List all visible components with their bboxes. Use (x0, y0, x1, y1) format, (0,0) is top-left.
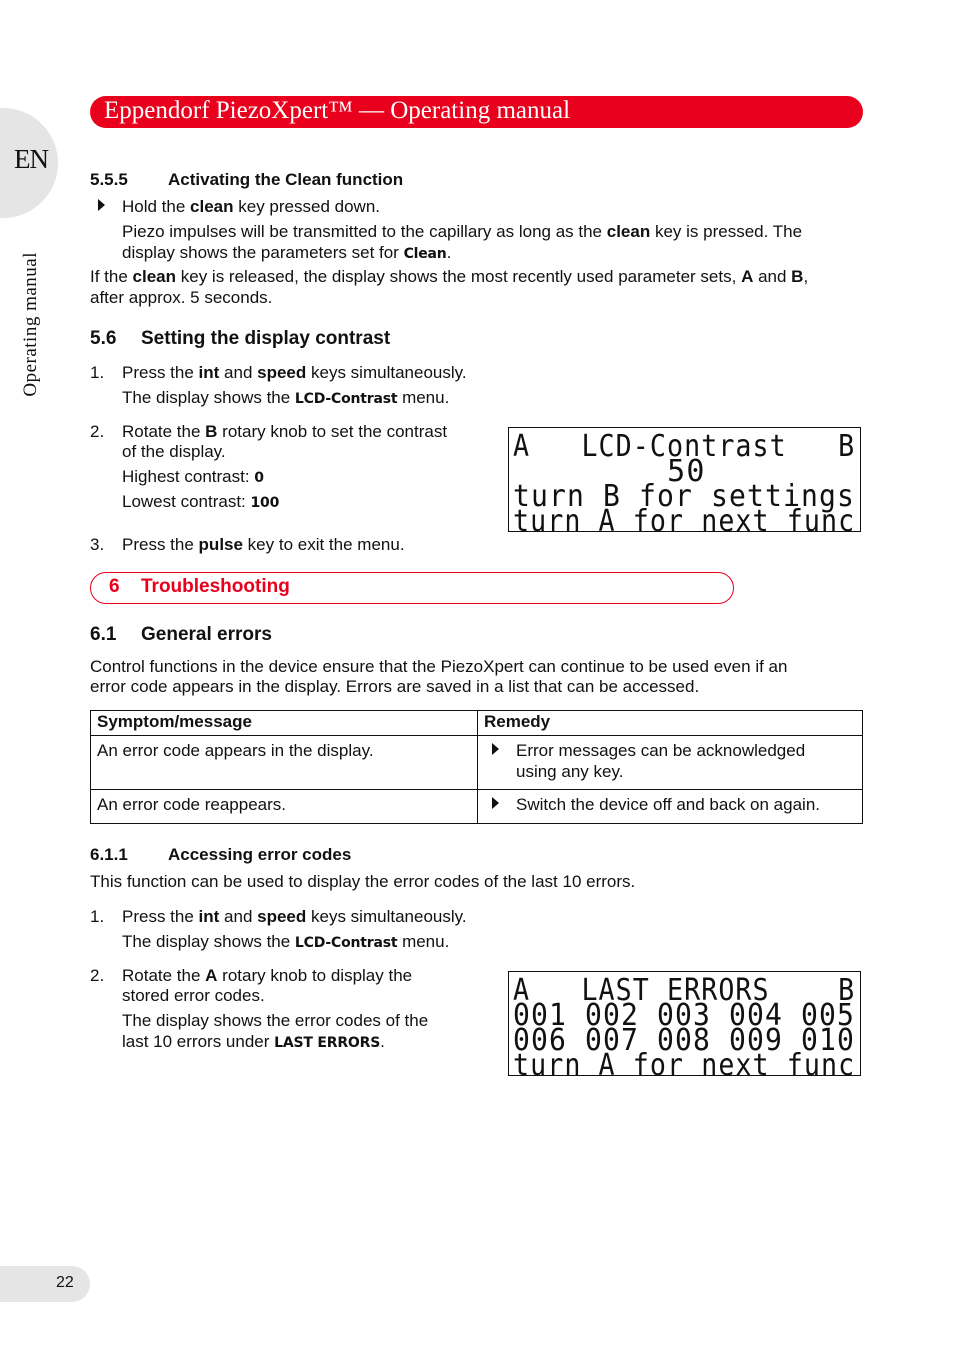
list-number: 1. (90, 907, 105, 926)
language-tab (0, 108, 58, 218)
lcd-line: turn A for next func (513, 1048, 856, 1076)
language-label: EN (14, 144, 48, 174)
bullet-arrow-icon (98, 199, 105, 211)
table-header-row (91, 711, 863, 736)
list-number: 1. (90, 363, 105, 382)
lcd-line: turn B for settings (513, 479, 855, 514)
bullet-arrow-icon (492, 743, 499, 755)
header-banner (90, 96, 863, 128)
lcd-line: 50 (513, 454, 706, 489)
paragraph-line: after approx. 5 seconds. (90, 288, 273, 307)
lcd-display-contrast (508, 427, 861, 532)
list-number: 2. (90, 966, 105, 985)
page-number: 22 (56, 1274, 74, 1291)
list-item-detail: last 10 errors under LAST ERRORS. (122, 1032, 385, 1051)
list-item: Press the pulse key to exit the menu. (122, 535, 405, 554)
section-5-5-5-number: 5.5.5 (90, 170, 128, 189)
table-header: Symptom/message (91, 711, 478, 736)
page-number-tab (0, 1266, 90, 1302)
lcd-display-last-errors (508, 971, 861, 1076)
table-row (91, 736, 863, 790)
list-item: of the display. (122, 442, 226, 461)
list-item: Rotate the A rotary knob to display the (122, 966, 413, 985)
table-cell: Switch the device off and back on again. (478, 790, 863, 824)
table-cell: An error code appears in the display. (91, 736, 478, 790)
list-number: 3. (90, 535, 105, 554)
paragraph-line: display shows the parameters set for Clean. (122, 243, 452, 262)
list-item: Press the int and speed keys simultaneously. (122, 363, 467, 382)
section-6-1-number: 6.1 (90, 624, 117, 645)
chapter-title: Troubleshooting (141, 576, 290, 597)
list-number: 2. (90, 422, 105, 441)
section-5-5-5-title: Activating the Clean function (168, 170, 404, 189)
list-item-detail: The display shows the LCD-Contrast menu. (122, 388, 450, 407)
bullet-arrow-icon (492, 797, 499, 809)
lcd-line: A LCD-Contrast B (513, 429, 856, 464)
paragraph-line: If the clean key is released, the display shows the most recently used parameter sets, A and B, (90, 267, 809, 286)
paragraph-line: This function can be used to display the error codes of the last 10 errors. (90, 872, 636, 891)
list-item-detail: The display shows the LCD-Contrast menu. (122, 932, 450, 951)
section-6-1-title: General errors (141, 624, 272, 645)
side-section-label: Operating manual (20, 252, 41, 397)
section-5-6-number: 5.6 (90, 328, 117, 349)
lcd-line: 001 002 003 004 005 (513, 998, 855, 1033)
header-title: Eppendorf PiezoXpert™ — Operating manual (104, 97, 571, 124)
list-item-detail: The display shows the error codes of the (122, 1011, 429, 1030)
table-row (91, 790, 863, 824)
table-header: Remedy (478, 711, 863, 736)
list-item: Press the int and speed keys simultaneously. (122, 907, 467, 926)
section-6-1-1-number: 6.1.1 (90, 845, 128, 864)
lcd-line: turn A for next func (513, 504, 856, 532)
lcd-line: A LAST ERRORS B (513, 973, 856, 1008)
list-item: Rotate the B rotary knob to set the contrast (122, 422, 448, 441)
list-item: stored error codes. (122, 986, 265, 1005)
chapter-number: 6 (109, 576, 120, 597)
chapter-heading-box (90, 572, 734, 604)
lcd-line: 006 007 008 009 010 (513, 1023, 855, 1058)
paragraph-line: Control functions in the device ensure that the PiezoXpert can continue to be used even if an (90, 657, 788, 676)
paragraph-line: Piezo impulses will be transmitted to the capillary as long as the clean key is pressed. The (122, 222, 803, 241)
instruction-step: Hold the clean key pressed down. (122, 197, 380, 216)
paragraph-line: error code appears in the display. Errors are saved in a list that can be accessed. (90, 677, 700, 696)
section-5-6-title: Setting the display contrast (141, 328, 391, 349)
section-6-1-1-title: Accessing error codes (168, 845, 352, 864)
lowest-contrast-line: Lowest contrast: 100 (122, 492, 280, 511)
error-table (90, 710, 863, 824)
table-cell: An error code reappears. (91, 790, 478, 824)
table-cell: Error messages can be acknowledged using any key. (478, 736, 863, 790)
highest-contrast-line: Highest contrast: 0 (122, 467, 264, 486)
